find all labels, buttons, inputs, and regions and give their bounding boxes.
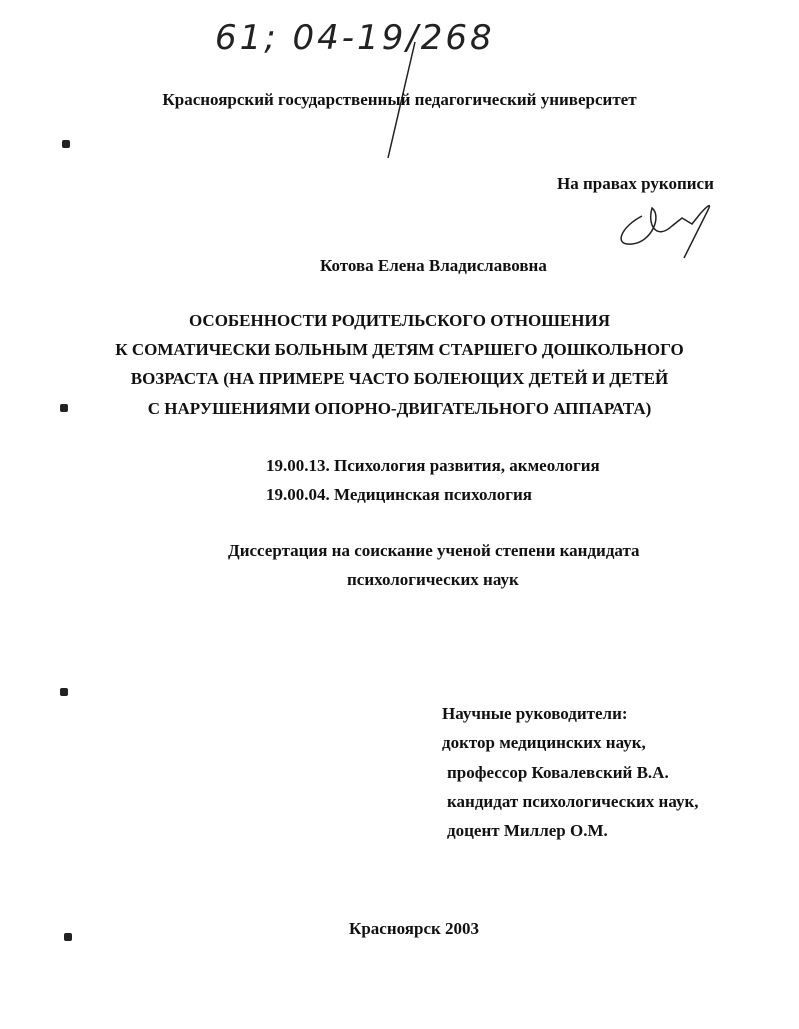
- scan-mark: [60, 688, 68, 696]
- supervisor-line: доктор медицинских наук,: [442, 733, 646, 752]
- degree-line: психологических наук: [347, 570, 519, 589]
- scan-mark: [62, 140, 70, 148]
- thesis-title-line: К СОМАТИЧЕСКИ БОЛЬНЫМ ДЕТЯМ СТАРШЕГО ДОШКОЛЬНОГО: [115, 340, 684, 359]
- author-name: Котова Елена Владиславовна: [320, 256, 547, 275]
- degree-line: Диссертация на соискание ученой степени кандидата: [228, 541, 640, 560]
- scan-mark: [60, 404, 68, 412]
- supervisor-line: доцент Миллер О.М.: [447, 821, 608, 840]
- manuscript-rights: На правах рукописи: [557, 174, 714, 193]
- supervisor-line: профессор Ковалевский В.А.: [447, 763, 669, 782]
- supervisors-heading: Научные руководители:: [442, 704, 628, 723]
- scan-mark: [64, 933, 72, 941]
- handwritten-archive-code: 61; 04-19/268: [215, 18, 495, 58]
- thesis-title-line: С НАРУШЕНИЯМИ ОПОРНО-ДВИГАТЕЛЬНОГО АППАРАТА): [147, 399, 652, 418]
- thesis-title-line: ОСОБЕННОСТИ РОДИТЕЛЬСКОГО ОТНОШЕНИЯ: [189, 311, 610, 330]
- signature: [612, 196, 722, 262]
- specialty: 19.00.13. Психология развития, акмеология: [266, 456, 600, 475]
- thesis-title-line: ВОЗРАСТА (НА ПРИМЕРЕ ЧАСТО БОЛЕЮЩИХ ДЕТЕЙ И ДЕТЕЙ: [130, 369, 669, 388]
- university-name: Красноярский государственный педагогический университет: [162, 90, 637, 109]
- city-year: Красноярск 2003: [349, 919, 480, 938]
- specialty: 19.00.04. Медицинская психология: [266, 485, 532, 504]
- supervisor-line: кандидат психологических наук,: [447, 792, 699, 811]
